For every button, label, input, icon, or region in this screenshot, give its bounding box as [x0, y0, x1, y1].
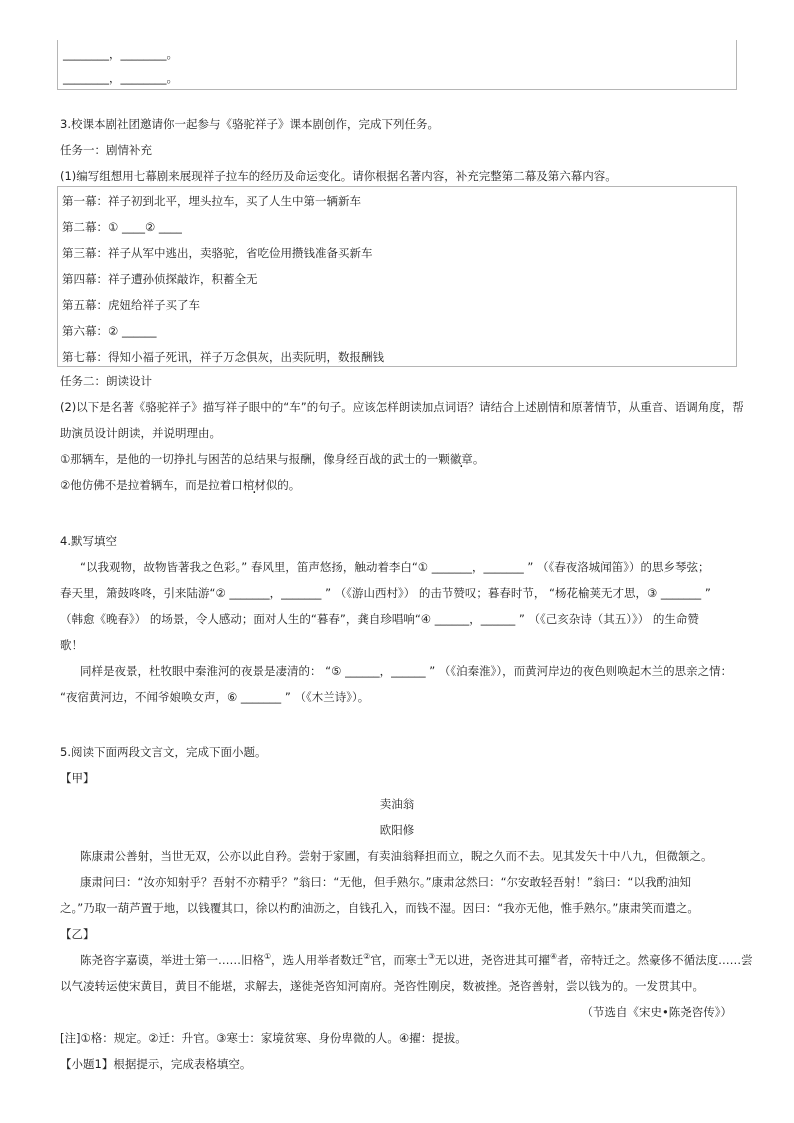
fill-line-1: “以我观物，故物皆著我之色彩。” 春风里，笛声悠扬，触动着李白“① _______，_______ ” （《春夜洛城闻笛》）的思乡琴弦；: [80, 560, 710, 574]
act-5: 第五幕：虎妞给祥子买了车: [62, 298, 200, 312]
fill-line-4: 歌！: [60, 638, 83, 652]
sub-question-1: (1)编写组想用七幕剧来展现祥子拉车的经历及命运变化。请你根据名著内容，补充完整第二幕及第六幕内容。: [60, 169, 617, 183]
act-4: 第四幕：祥子遭孙侦探敲诈，积蓄全无: [62, 272, 258, 286]
task-2-label: 任务二：朗读设计: [60, 374, 152, 388]
yi-paragraph-line-2: 以气凌转运使宋黄目，黄目不能堪，求解去，遂徙尧咨知河南府。尧咨性刚戾，数被挫。尧咨善射，尝以钱为的。一发贯其中。: [60, 979, 704, 993]
jia-paragraph-2-line-2: 之。”乃取一葫芦置于地，以钱覆其口，徐以杓酌油沥之，自钱孔入，而钱不湿。因曰：“我亦无他，惟手熟尔。”康肃笑而遣之。: [60, 901, 699, 915]
fill-line-3: （韩愈《晚春》） 的场景，令人感动；面对人生的“暮春”，龚自珍唱响“④ ______，______ ” （《己亥杂诗（其五）》） 的生命赞: [60, 612, 699, 626]
sub-question-5-1: 【小题1】根据提示，完成表格填空。: [60, 1057, 252, 1071]
answer-row-1: ________，________。: [63, 47, 178, 61]
passage-author: 欧阳修: [379, 823, 415, 837]
sentence-2-text: ②他仿佛不是拉着辆车，而是拉着口: [60, 478, 243, 492]
question-3-title: 3.校课本剧社团邀请你一起参与《骆驼祥子》课本剧创作，完成下列任务。: [60, 117, 439, 131]
sub-question-2-line-1: (2)以下是名著《骆驼祥子》描写祥子眼中的“车”的句子。应该怎样朗读加点词语？请结合上述剧情和原著情节，从重音、语调角度，帮: [60, 400, 744, 414]
note-marker-3: ③: [427, 952, 436, 962]
jia-paragraph-2-line-1: 康肃问曰：“汝亦知射乎？吾射不亦精乎？”翁曰：“无他，但手熟尔。”康肃忿然曰：“尔安敢轻吾射！”翁曰：“以我酌油知: [80, 875, 691, 889]
yi-text-d: 无以进，尧咨进其可擢: [435, 953, 551, 967]
note-marker-4: ④: [550, 952, 558, 962]
sentence-1-text: ①那辆车，是他的一切挣扎与困苦的总结果与报酬，像身经百战的武士的一颗: [60, 452, 450, 466]
act-6: 第六幕：② ______: [62, 324, 157, 338]
sentence-2: [60, 477, 300, 493]
emphasized-word-1: 徽章: [449, 452, 473, 466]
act-7: 第七幕：得知小福子死讯，祥子万念俱灰，出卖阮明，数报酬钱: [62, 350, 384, 364]
yi-text-e: 者，帝特迁之。然豪侈不循法度……尝: [557, 953, 753, 967]
act-3: 第三幕：祥子从军中逃出，卖骆驼，省吃俭用攒钱准备买新车: [62, 246, 373, 260]
source-citation: （节选自《宋史•陈尧咨传》）: [581, 1005, 732, 1019]
note-marker-1: ①: [264, 952, 272, 962]
emphasized-word-2: 棺材: [242, 478, 266, 492]
question-4-title: 4.默写填空: [60, 534, 117, 548]
jia-paragraph-1: 陈康肃公善射，当世无双，公亦以此自矜。尝射于家圃，有卖油翁释担而立，睨之久而不去。见其发矢十中八九，但微颔之。: [80, 849, 713, 863]
yi-text-b: ，选人用举者数迁: [271, 953, 364, 967]
annotations: [注]①格：规定。②迁：升官。③寒士：家境贫寒、身份卑微的人。④擢：提拔。: [60, 1031, 467, 1045]
act-1: 第一幕：祥子初到北平，埋头拉车，买了人生中第一辆新车: [62, 194, 361, 208]
section-yi-label: 【乙】: [60, 927, 95, 941]
fill-line-2: 春天里，箫鼓咚咚，引来陆游“② _______，_______ ” （《游山西村》） 的击节赞叹；暮春时节， “杨花榆荚无才思，③ _______ ”: [60, 586, 711, 600]
fill-line-5: 同样是夜景，杜牧眼中秦淮河的夜景是凄清的： “⑤ ______，______ ” （《泊秦淮》），而黄河岸边的夜色则唤起木兰的思亲之情：: [80, 664, 733, 678]
yi-paragraph-line-1: [80, 952, 753, 968]
sentence-2-end: 似的。: [265, 478, 301, 492]
yi-text-a: 陈尧咨字嘉谟，举进士第一……旧格: [80, 953, 264, 967]
task-1-label: 任务一：剧情补充: [60, 143, 152, 157]
passage-title: 卖油翁: [379, 797, 415, 811]
sentence-1: [60, 451, 484, 467]
sub-question-2-line-2: 助演员设计朗读，并说明理由。: [60, 426, 221, 440]
fill-line-6: “夜宿黄河边，不闻爷娘唤女声，⑥ _______ ” （《木兰诗》）。: [60, 690, 370, 704]
note-marker-2: ②: [363, 952, 371, 962]
act-2: 第二幕：① ____② ____: [62, 220, 182, 234]
sentence-1-end: 。: [472, 452, 485, 466]
question-5-title: 5.阅读下面两段文言文，完成下面小题。: [60, 745, 267, 759]
section-jia-label: 【甲】: [60, 771, 95, 785]
yi-text-c: 官，而寒士: [370, 953, 428, 967]
answer-row-2: ________，________。: [63, 71, 178, 85]
